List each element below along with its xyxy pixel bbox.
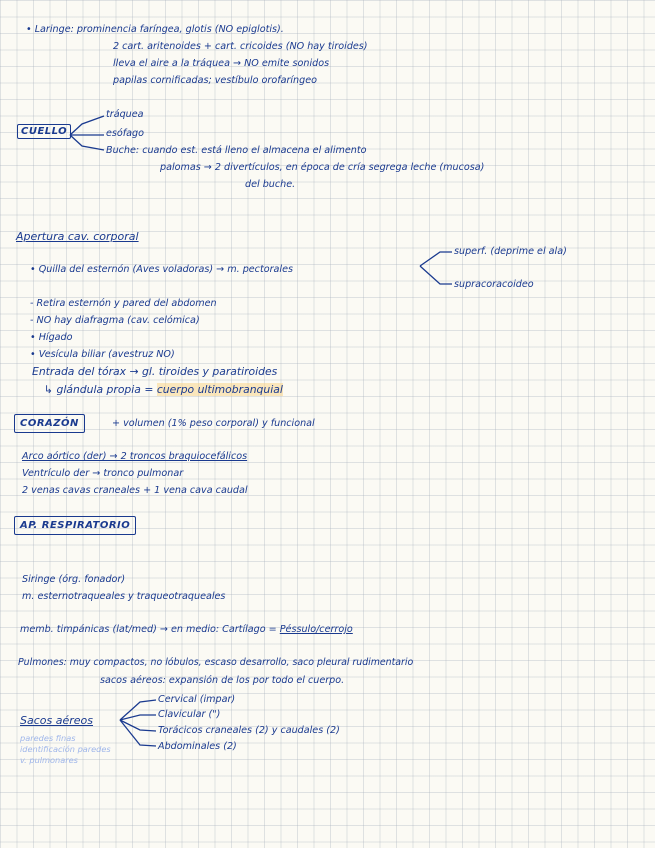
cuerpo-ultimobranquial: cuerpo ultimobranquial bbox=[156, 383, 283, 396]
glandula-prefix: ↳ glándula propia = bbox=[44, 383, 154, 396]
ventriculo-line: Ventrículo der → tronco pulmonar bbox=[22, 468, 184, 479]
larynx-line-2: 2 cart. aritenoides + cart. cricoides (NO hay tiroides) bbox=[113, 41, 368, 52]
membranas-line bbox=[20, 624, 353, 636]
arco-aortico-line: Arco aórtico (der) → 2 troncos braquiocefálicos bbox=[22, 451, 248, 462]
superf-branch: superf. (deprime el ala) bbox=[454, 246, 567, 257]
retira-line: - Retira esternón y pared del abdomen bbox=[30, 298, 217, 309]
musculos-line: m. esternotraqueales y traqueotraqueales bbox=[22, 591, 226, 602]
larynx-line-3: lleva el aire a la tráquea → NO emite sonidos bbox=[113, 58, 330, 69]
saco-toracicos: Torácicos craneales (2) y caudales (2) bbox=[158, 725, 340, 736]
pulmones-line: Pulmones: muy compactos, no lóbulos, escaso desarrollo, saco pleural rudimentario bbox=[18, 657, 414, 668]
sacos-label: Sacos aéreos bbox=[20, 714, 93, 727]
corazon-label: CORAZÓN bbox=[14, 414, 85, 433]
cuello-traquea: tráquea bbox=[106, 109, 144, 120]
membranas-prefix: memb. timpánicas (lat/med) → en medio: Cartílago = bbox=[20, 624, 277, 635]
glandula-line bbox=[44, 384, 283, 396]
venas-cavas-line: 2 venas cavas craneales + 1 vena cava caudal bbox=[22, 485, 248, 496]
larynx-line-4: papilas cornificadas; vestíbulo orofaríngeo bbox=[113, 75, 318, 86]
quilla-line: • Quilla del esternón (Aves voladoras) → m. pectorales bbox=[30, 264, 293, 275]
apertura-title: Apertura cav. corporal bbox=[16, 230, 139, 243]
sacos-expansion-line: sacos aéreos: expansión de los por todo el cuerpo. bbox=[100, 675, 345, 686]
supracoracoideo-branch: supracoracoideo bbox=[454, 279, 534, 290]
cuello-palomas: palomas → 2 divertículos, en época de cría segrega leche (mucosa) bbox=[160, 162, 485, 173]
entrada-torax-line: Entrada del tórax → gl. tiroides y paratiroides bbox=[32, 365, 278, 378]
siringe-line: Siringe (órg. fonador) bbox=[22, 574, 126, 585]
resp-label: AP. RESPIRATORIO bbox=[14, 516, 136, 535]
sacos-faded-3: v. pulmonares bbox=[20, 755, 78, 765]
sacos-faded-2: identificación paredes bbox=[20, 744, 111, 754]
saco-abdominales: Abdominales (2) bbox=[158, 741, 237, 752]
higado-line: • Hígado bbox=[30, 332, 73, 343]
corazon-desc: + volumen (1% peso corporal) y funcional bbox=[112, 418, 315, 429]
cuello-esofago: esófago bbox=[106, 128, 144, 139]
sacos-faded-1: paredes finas bbox=[20, 733, 76, 743]
diafragma-line: - NO hay diafragma (cav. celómica) bbox=[30, 315, 200, 326]
cuello-buche: Buche: cuando est. está lleno el almacena el alimento bbox=[106, 145, 367, 156]
vesicula-line: • Vesícula biliar (avestruz NO) bbox=[30, 349, 175, 360]
pessulo-term: Péssulo/cerrojo bbox=[279, 624, 353, 635]
larynx-line-1: • Laringe: prominencia faríngea, glotis (NO epiglotis). bbox=[26, 24, 284, 35]
cuello-label: CUELLO bbox=[17, 124, 71, 139]
saco-clavicular: Clavicular (") bbox=[158, 709, 221, 720]
cuello-buche-end: del buche. bbox=[245, 179, 296, 190]
saco-cervical: Cervical (impar) bbox=[158, 694, 236, 705]
